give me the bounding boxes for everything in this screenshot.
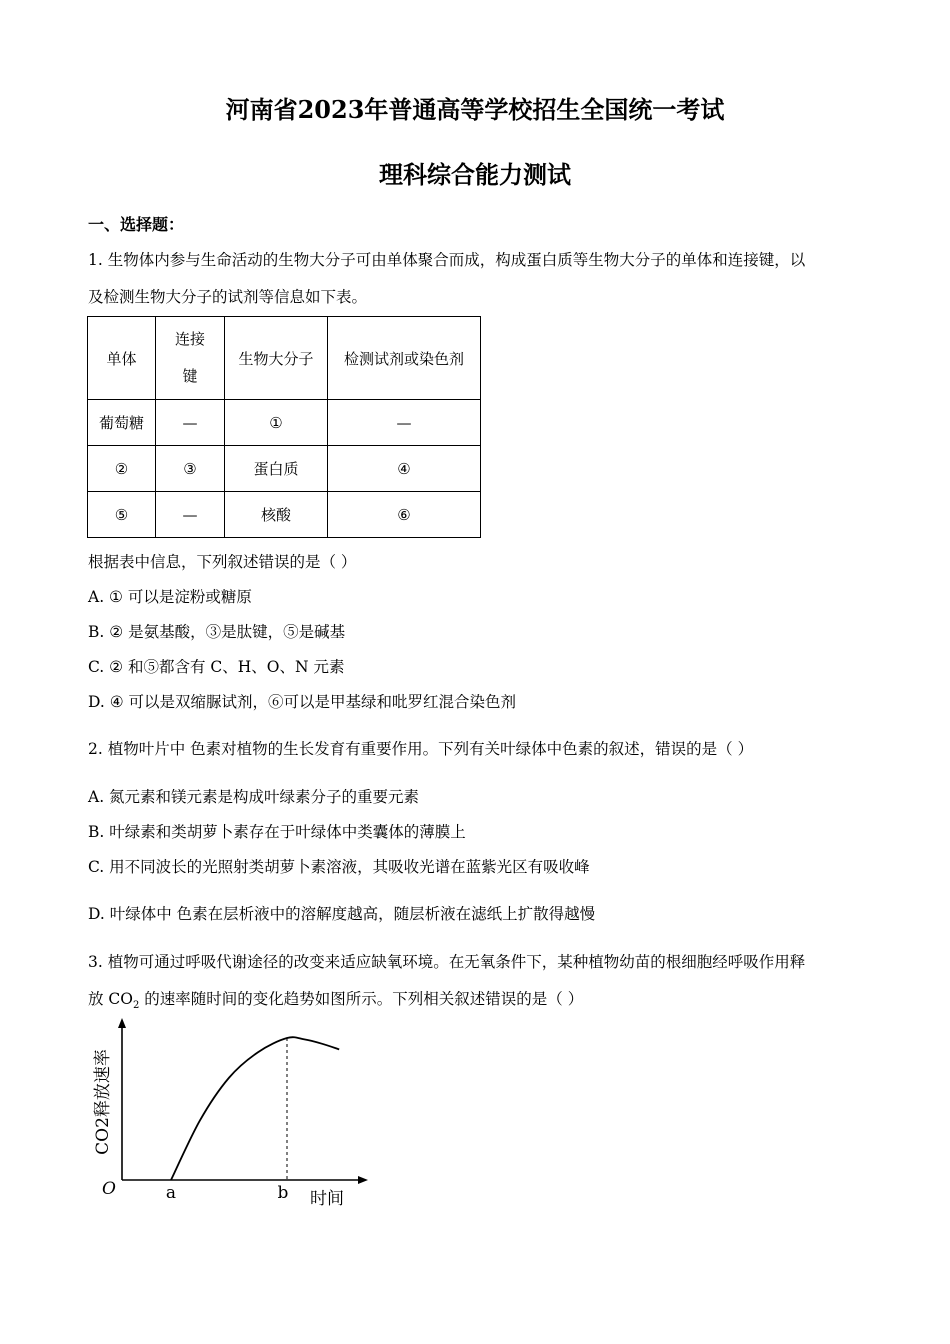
co2-release-chart (88, 1012, 388, 1212)
y-axis-label: CO2释放速率 (93, 1049, 113, 1155)
q1-prompt: 根据表中信息，下列叙述错误的是（ ） (88, 553, 357, 571)
table-cell: ② (88, 446, 156, 492)
origin-label: O (102, 1179, 116, 1199)
table-cell: ① (225, 400, 328, 446)
y-axis-arrow (118, 1018, 126, 1028)
q3-stem-text: 的速率随时间的变化趋势如图所示。下列相关叙述错误的是（ ） (139, 990, 584, 1008)
q1-stem-line1: 1. 生物体内参与生命活动的生物大分子可由单体聚合而成，构成蛋白质等生物大分子的单体和连接键，以 (88, 251, 806, 269)
q3-stem-text: 放 CO (88, 990, 133, 1008)
table-cell: ⑥ (328, 492, 481, 538)
q2-option-b: B. 叶绿素和类胡萝卜素存在于叶绿体中类囊体的薄膜上 (88, 823, 466, 841)
page-subtitle: 理科综合能力测试 (379, 160, 571, 189)
q3-stem-line1: 3. 植物可通过呼吸代谢途径的改变来适应缺氧环境。在无氧条件下，某种植物幼苗的根细胞经呼吸作用释 (88, 953, 806, 971)
section-heading: 一、选择题： (88, 215, 185, 234)
page-title: 河南省2023年普通高等学校招生全国统一考试 (225, 95, 725, 124)
q2-option-c: C. 用不同波长的光照射类胡萝卜素溶液，其吸收光谱在蓝紫光区有吸收峰 (88, 858, 590, 876)
table-cell: ④ (328, 446, 481, 492)
table-header-row (88, 317, 481, 400)
header-text-line: 键 (182, 367, 198, 385)
x-axis-arrow (358, 1176, 368, 1184)
q1-option-a: A. ① 可以是淀粉或糖原 (88, 588, 252, 606)
table-row (88, 492, 481, 538)
q1-option-d: D. ④ 可以是双缩脲试剂，⑥可以是甲基绿和吡罗红混合染色剂 (88, 693, 517, 711)
series-line (171, 1037, 339, 1180)
q1-option-b: B. ② 是氨基酸，③是肽键，⑤是碱基 (88, 623, 346, 641)
table-cell: — (156, 400, 225, 446)
table-cell: ⑤ (88, 492, 156, 538)
x-tick-label-a: a (165, 1183, 177, 1203)
q2-option-a: A. 氮元素和镁元素是构成叶绿素分子的重要元素 (88, 788, 420, 806)
table-row (88, 446, 481, 492)
q1-table (87, 316, 481, 538)
table-header-cell (156, 317, 225, 400)
table-header-cell: 检测试剂或染色剂 (328, 317, 481, 400)
q1-option-c: C. ② 和⑤都含有 C、H、O、N 元素 (88, 658, 345, 676)
q2-option-d: D. 叶绿体中 色素在层析液中的溶解度越高，随层析液在滤纸上扩散得越慢 (88, 905, 596, 923)
table-cell: ③ (156, 446, 225, 492)
table-header-cell: 单体 (88, 317, 156, 400)
table-header-cell: 生物大分子 (225, 317, 328, 400)
co2-subscript: 2 (133, 1000, 140, 1012)
table-row (88, 400, 481, 446)
table-cell: 核酸 (225, 492, 328, 538)
header-text-line: 连接 (174, 330, 205, 348)
q2-stem: 2. 植物叶片中 色素对植物的生长发育有重要作用。下列有关叶绿体中色素的叙述，错误的是（ ） (88, 740, 754, 758)
table-cell: 葡萄糖 (88, 400, 156, 446)
x-axis-label: 时间 (310, 1189, 344, 1209)
q1-stem-line2: 及检测生物大分子的试剂等信息如下表。 (88, 288, 368, 306)
q3-stem-line2 (88, 987, 583, 1011)
x-tick-label-b: b (277, 1183, 289, 1203)
table-cell: — (156, 492, 225, 538)
table-cell: — (328, 400, 481, 446)
table-cell: 蛋白质 (225, 446, 328, 492)
